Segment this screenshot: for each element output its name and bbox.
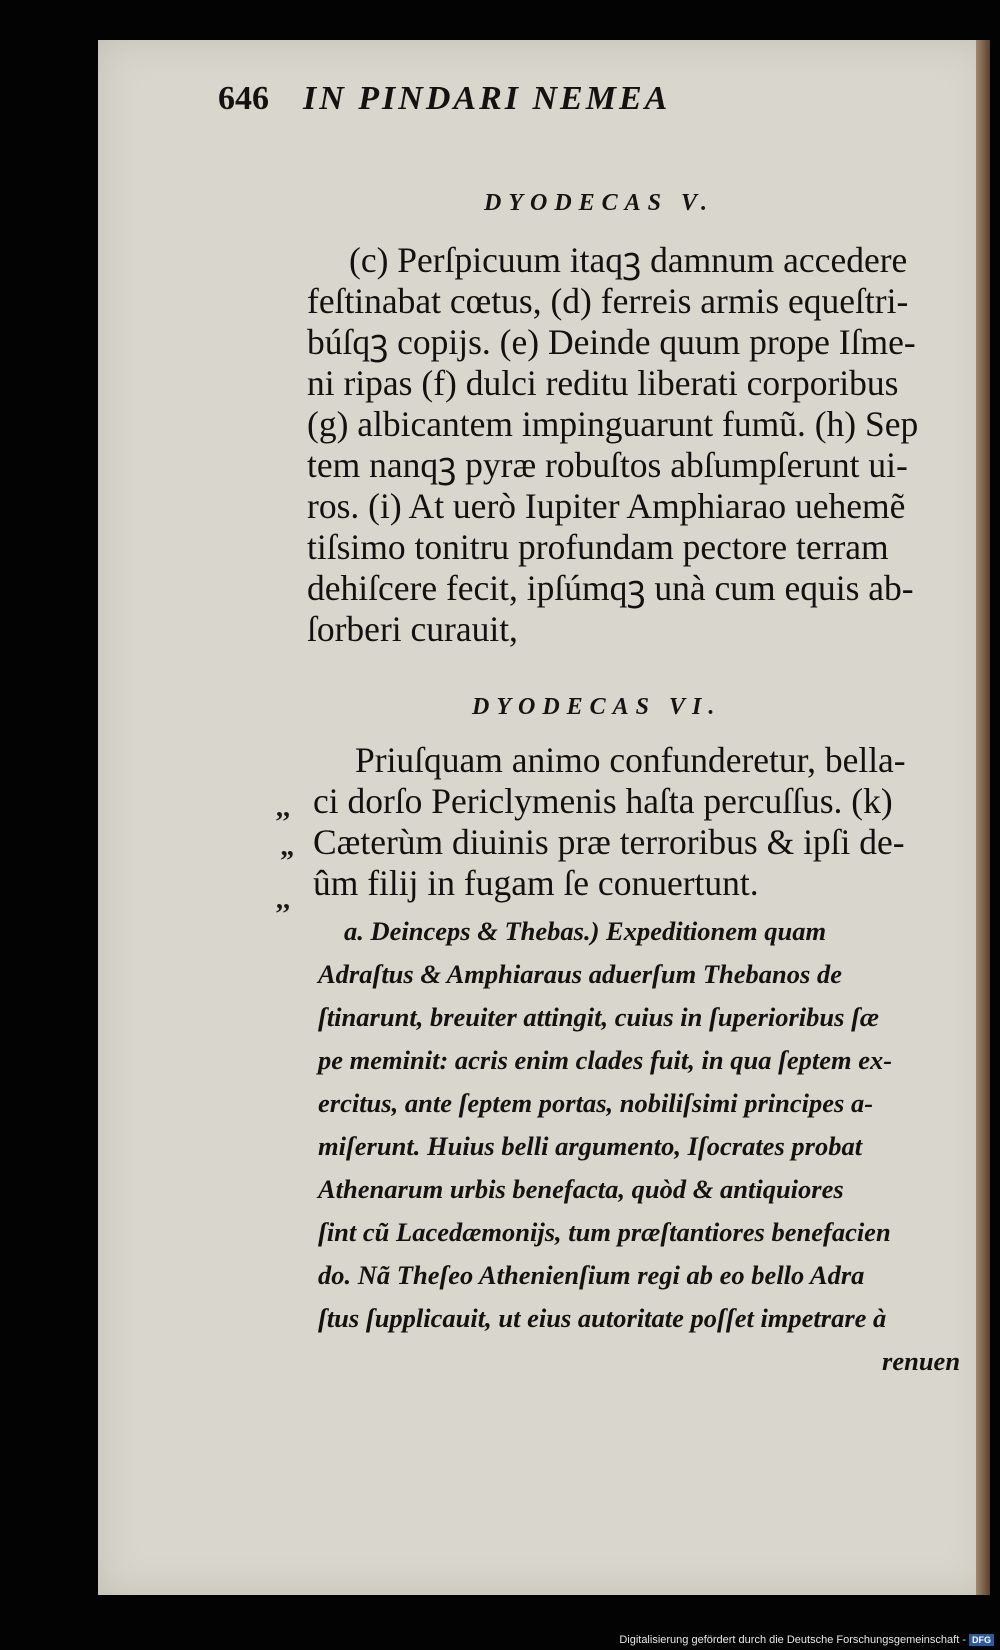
page-edge (976, 40, 990, 1595)
section-v-text (307, 240, 918, 650)
margin-quote: ,, (276, 884, 290, 915)
text-line: dehiſcere fecit, ipſúmqꝫ unà cum equis ab- (307, 568, 914, 608)
text-line: ſorberi curauit, (307, 609, 518, 649)
commentary-line: a. Deinceps & Thebas.) Expeditionem quam (344, 916, 827, 946)
dfg-logo: DFG (969, 1634, 994, 1646)
commentary-line: ſtus ſupplicauit, ut eius autoritate poſſet impetrare à (318, 1303, 887, 1333)
text-line: tiſsimo tonitru profundam pectore terram (307, 527, 889, 567)
text-line: ros. (i) At uerò Iupiter Amphiarao uehemẽ (307, 486, 906, 526)
commentary-line: pe meminit: acris enim clades fuit, in qua ſeptem ex- (318, 1045, 893, 1075)
catchword: renuen (882, 1346, 961, 1376)
page-number: 646 (218, 80, 269, 117)
digitization-footer (619, 1634, 994, 1646)
text-line: ci dorſo Periclymenis haſta percuſſus. (k) (313, 781, 893, 821)
commentary-line: ſint cũ Lacedæmonijs, tum præſtantiores benefacien (318, 1217, 891, 1247)
commentary-line: do. Nã Theſeo Athenienſium regi ab eo bello Adra (318, 1260, 865, 1290)
commentary-line: miſerunt. Huius belli argumento, Iſocrates probat (318, 1131, 863, 1161)
text-line: ni ripas (f) dulci reditu liberati corporibus (307, 363, 899, 403)
section-title-vi: DYODECAS VI. (472, 694, 722, 720)
text-line: tem nanqꝫ pyræ robuſtos abſumpſerunt ui- (307, 445, 908, 485)
text-line: ûm filij in fugam ſe conuertunt. (313, 863, 759, 903)
margin-quote: ” (280, 846, 294, 877)
commentary-line: Adraſtus & Amphiaraus aduerſum Thebanos de (318, 959, 842, 989)
text-line: Cæterùm diuinis præ terroribus & ipſi de- (313, 822, 905, 862)
text-line: feſtinabat cœtus, (d) ferreis armis equeſtri- (307, 281, 909, 321)
text-line: búſqꝫ copijs. (e) Deinde quum prope Iſme- (307, 322, 916, 362)
commentary-line: ſtinarunt, breuiter attingit, cuius in ſuperioribus ſæ (318, 1002, 880, 1032)
section-vi-text (313, 740, 906, 904)
commentary-line: ercitus, ante ſeptem portas, nobiliſsimi principes a- (318, 1088, 874, 1118)
text-line: (g) albicantem impinguarunt fumũ. (h) Sep (307, 404, 919, 444)
section-title-v: DYODECAS V. (484, 190, 714, 216)
margin-quote: ,, (276, 792, 290, 823)
text-line: Priuſquam animo confunderetur, bella- (355, 740, 906, 780)
running-header (218, 80, 878, 118)
text-line: (c) Perſpicuum itaqꝫ damnum accedere (349, 240, 908, 280)
commentary-line: Athenarum urbis benefacta, quòd & antiquiores (318, 1174, 844, 1204)
footer-text: Digitalisierung gefördert durch die Deutsche Forschungsgemeinschaft - (619, 1634, 966, 1646)
running-title: IN PINDARI NEMEA (303, 80, 671, 117)
commentary (318, 910, 892, 1340)
